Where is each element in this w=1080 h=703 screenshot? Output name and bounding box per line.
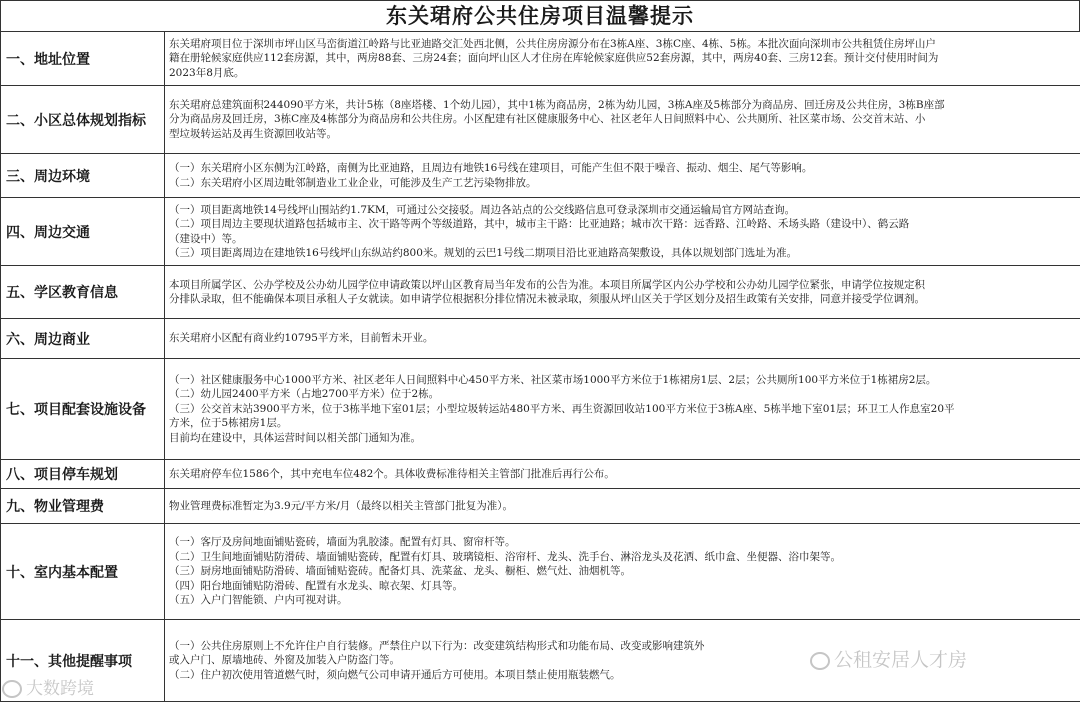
- content-line: 方米，位于5栋裙房1层。: [169, 417, 288, 430]
- row-content: [165, 319, 1080, 359]
- content-line: 2023年8月底。: [169, 66, 245, 79]
- content-line: （一）客厅及房间地面铺贴瓷砖，墙面为乳胶漆。配置有灯具、窗帘杆等。: [169, 536, 516, 549]
- table-row: [1, 32, 1080, 86]
- logo-icon: [2, 680, 22, 698]
- content-line: （三）项目距离周边在建地铁16号线坪山东纵站约800米。规划的云巴1号线二期项目沿比亚迪路高架敷设，具体以规划部门选址为准。: [169, 246, 798, 259]
- page-title: 东关珺府公共住房项目温馨提示: [0, 0, 1080, 32]
- table-row: [1, 460, 1080, 489]
- table-row: [1, 86, 1080, 154]
- row-heading: 七、项目配套设施设备: [1, 359, 165, 460]
- row-heading: 八、项目停车规划: [1, 460, 165, 489]
- row-heading: 六、周边商业: [1, 319, 165, 359]
- row-content: [165, 489, 1080, 524]
- row-heading: 十、室内基本配置: [1, 524, 165, 620]
- row-content: [165, 198, 1080, 266]
- content-line: 物业管理费标准暂定为3.9元/平方米/月（最终以相关主管部门批复为准）。: [169, 499, 514, 512]
- content-line: （二）住户初次使用管道燃气时，须向燃气公司申请开通后方可使用。本项目禁止使用瓶装燃气。: [169, 668, 621, 681]
- content-line: 籍在册轮候家庭供应112套房源，其中，两房88套、三房24套；面向坪山区人才住房在库轮候家庭供应52套房源，其中，两房40套、三房12套。预计交付使用时间为: [169, 52, 939, 65]
- row-heading: 三、周边环境: [1, 154, 165, 198]
- content-line: 东关珺府总建筑面积244090平方米，共计5栋（8座塔楼、1个幼儿园），其中1栋为商品房，2栋为幼儿园，3栋A座及5栋部分为商品房、回迁房及公共住房，3栋B座部: [169, 98, 945, 111]
- content-line: （三）公交首末站3900平方米，位于3栋半地下室01层；小型垃圾转运站480平方米、再生资源回收站100平方米位于3栋A座、5栋半地下室01层；环卫工人作息室20平: [169, 402, 955, 415]
- content-line: 本项目所属学区、公办学校及公办幼儿园学位申请政策以坪山区教育局当年发布的公告为准。本项目所属学区内公办学校和公办幼儿园学位紧张，申请学位按规定积: [169, 278, 925, 291]
- table-row: [1, 524, 1080, 620]
- content-line: 或入户门、原墙地砖、外窗及加装入户防盗门等。: [169, 654, 400, 667]
- table-row: [1, 359, 1080, 460]
- notice-table: [0, 31, 1080, 702]
- content-line: （一）社区健康服务中心1000平方米、社区老年人日间照料中心450平方米、社区菜市场1000平方米位于1栋裙房1层、2层；公共厕所100平方米位于1栋裙房2层。: [169, 373, 937, 386]
- content-line: 分排队录取，但不能确保本项目承租人子女就读。如申请学位根据积分排位情况未被录取，须服从坪山区关于学区划分及招生政策有关安排，同意并接受学位调剂。: [169, 293, 925, 305]
- watermark-left: [2, 674, 94, 699]
- table-row: [1, 154, 1080, 198]
- content-line: （五）入户门智能锁、户内可视对讲。: [169, 594, 348, 607]
- watermark-right: [810, 645, 967, 672]
- content-line: 目前均在建设中，具体运营时间以相关部门通知为准。: [169, 431, 421, 444]
- row-content: [165, 86, 1080, 154]
- row-heading: 十一、其他提醒事项: [1, 620, 165, 702]
- content-line: 东关珺府停车位1586个，其中充电车位482个。具体收费标准待相关主管部门批准后再行公布。: [169, 467, 615, 480]
- content-line: 东关珺府小区配有商业约10795平方米，目前暂未开业。: [169, 332, 434, 345]
- table-row: [1, 319, 1080, 359]
- table-row: [1, 489, 1080, 524]
- content-line: 分为商品房及回迁房，3栋C座及4栋部分为商品房和公共住房。小区配建有社区健康服务中心、社区老年人日间照料中心、公共厕所、社区菜市场、公交首末站、小: [169, 113, 926, 126]
- row-content: [165, 359, 1080, 460]
- row-content: [165, 460, 1080, 489]
- row-heading: 四、周边交通: [1, 198, 165, 266]
- content-line: （一）公共住房原则上不允许住户自行装修。严禁住户以下行为：改变建筑结构形式和功能布局、改变或影响建筑外: [169, 639, 705, 652]
- row-heading: 九、物业管理费: [1, 489, 165, 524]
- content-line: 型垃圾转运站及再生资源回收站等。: [169, 127, 337, 140]
- watermark-left-text: 大数跨境: [26, 679, 94, 699]
- content-line: （一）东关珺府小区东侧为江岭路，南侧为比亚迪路，且周边有地铁16号线在建项目，可能产生但不限于噪音、振动、烟尘、尾气等影响。: [169, 162, 813, 175]
- row-heading: 一、地址位置: [1, 32, 165, 86]
- wechat-icon: [810, 652, 830, 670]
- content-line: （二）卫生间地面铺贴防滑砖、墙面铺贴瓷砖，配置有灯具、玻璃镜柜、浴帘杆、龙头、洗手台、淋浴龙头及花洒、纸巾盒、坐便器、浴巾架等。: [169, 550, 841, 563]
- row-content: [165, 32, 1080, 86]
- content-line: （二）项目周边主要现状道路包括城市主、次干路等两个等级道路，其中，城市主干路：比亚迪路；城市次干路：远香路、江岭路、禾场头路（建设中）、鹤云路: [169, 218, 910, 231]
- content-line: （建设中）等。: [169, 232, 243, 245]
- content-line: （二）幼儿园2400平方米（占地2700平方米）位于2栋。: [169, 388, 440, 401]
- content-line: （二）东关珺府小区周边毗邻制造业工业企业，可能涉及生产工艺污染物排放。: [169, 176, 537, 189]
- watermark-right-text: 公租安居人才房: [834, 649, 968, 671]
- content-line: （四）阳台地面铺贴防滑砖、配置有水龙头、晾衣架、灯具等。: [169, 579, 463, 592]
- content-line: （三）厨房地面铺贴防滑砖、墙面铺贴瓷砖。配备灯具、洗菜盆、龙头、橱柜、燃气灶、油烟机等。: [169, 565, 631, 578]
- row-content: [165, 154, 1080, 198]
- content-line: 东关珺府项目位于深圳市坪山区马峦街道江岭路与比亚迪路交汇处西北侧，公共住房房源分布在3栋A座、3栋C座、4栋、5栋。本批次面向深圳市公共租赁住房坪山户: [169, 37, 936, 50]
- content-line: （一）项目距离地铁14号线坪山围站约1.7KM，可通过公交接驳。周边各站点的公交线路信息可登录深圳市交通运输局官方网站查询。: [169, 203, 796, 216]
- row-heading: 二、小区总体规划指标: [1, 86, 165, 154]
- table-row: [1, 266, 1080, 319]
- table-row: [1, 198, 1080, 266]
- row-heading: 五、学区教育信息: [1, 266, 165, 319]
- row-content: [165, 266, 1080, 319]
- row-content: [165, 524, 1080, 620]
